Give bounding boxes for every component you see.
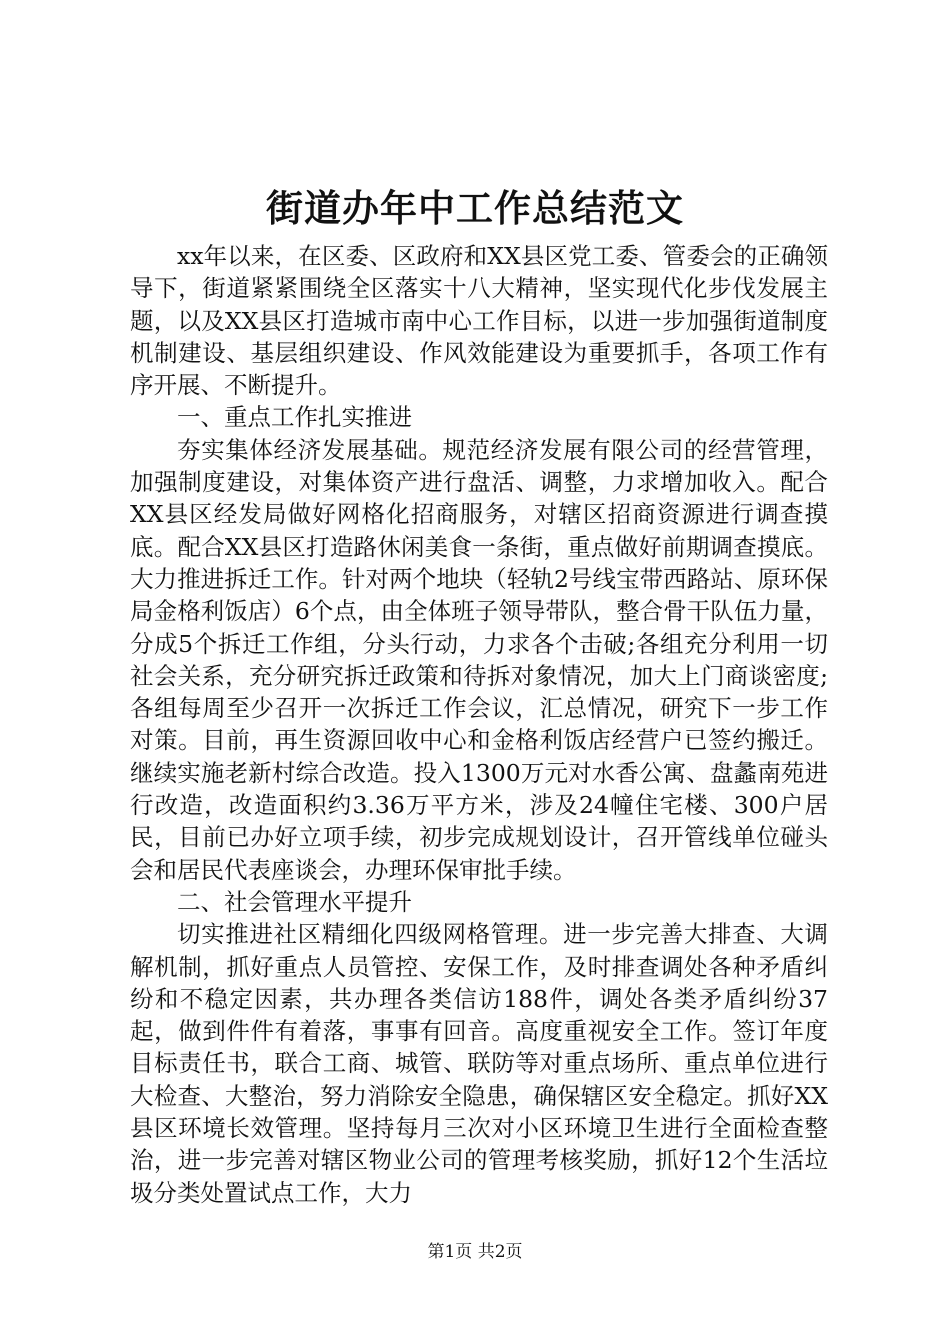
page-footer: 第1页 共2页 (427, 1242, 523, 1262)
intro-paragraph: xx年以来，在区委、区政府和XX县区党工委、管委会的正确领导下，街道紧紧围绕全区落实十八大精神，坚实现代化步伐发展主题，以及XX县区打造城市南中心工作目标，以进一步加强街道制度机制建设、基层组织建设、作风效能建设为重要抓手，各项工作有序开展、不断提升。 (130, 242, 828, 400)
section-1-paragraph: 夯实集体经济发展基础。规范经济发展有限公司的经营管理，加强制度建设，对集体资产进行盘活、调整，力求增加收入。配合XX县区经发局做好网格化招商服务，对辖区招商资源进行调查摸底。配合XX县区打造路休闲美食一条街，重点做好前期调查摸底。大力推进拆迁工作。针对两个地块（轻轨2号线宝带西路站、原环保局金格利饭店）6个点，由全体班子领导带队，整合骨干队伍力量，分成5个拆迁工作组，分头行动，力求各个击破;各组充分利用一切社会关系，充分研究拆迁政策和待拆对象情况，加大上门商谈密度;各组每周至少召开一次拆迁工作会议，汇总情况，研究下一步工作对策。目前，再生资源回收中心和金格利饭店经营户已签约搬迁。继续实施老新村综合改造。投入1300万元对水香公寓、盘蠡南苑进行改造，改造面积约3.36万平方米，涉及24幢住宅楼、300户居民，目前已办好立项手续，初步完成规划设计，召开管线单位碰头会和居民代表座谈会，办理环保审批手续。 (130, 435, 828, 884)
section-heading-1: 一、重点工作扎实推进 (177, 403, 412, 432)
document-body (130, 240, 828, 1209)
section-2-paragraph: 切实推进社区精细化四级网格管理。进一步完善大排查、大调解机制，抓好重点人员管控、安保工作，及时排查调处各种矛盾纠纷和不稳定因素，共办理各类信访188件，调处各类矛盾纠纷37起，做到件件有着落，事事有回音。高度重视安全工作。签订年度目标责任书，联合工商、城管、联防等对重点场所、重点单位进行大检查、大整治，努力消除安全隐患，确保辖区安全稳定。抓好XX县区环境长效管理。坚持每月三次对小区环境卫生进行全面检查整治，进一步完善对辖区物业公司的管理考核奖励，抓好12个生活垃圾分类处置试点工作，大力 (130, 920, 828, 1207)
section-heading-2: 二、社会管理水平提升 (177, 887, 412, 916)
document-title: 街道办年中工作总结范文 (266, 186, 684, 230)
